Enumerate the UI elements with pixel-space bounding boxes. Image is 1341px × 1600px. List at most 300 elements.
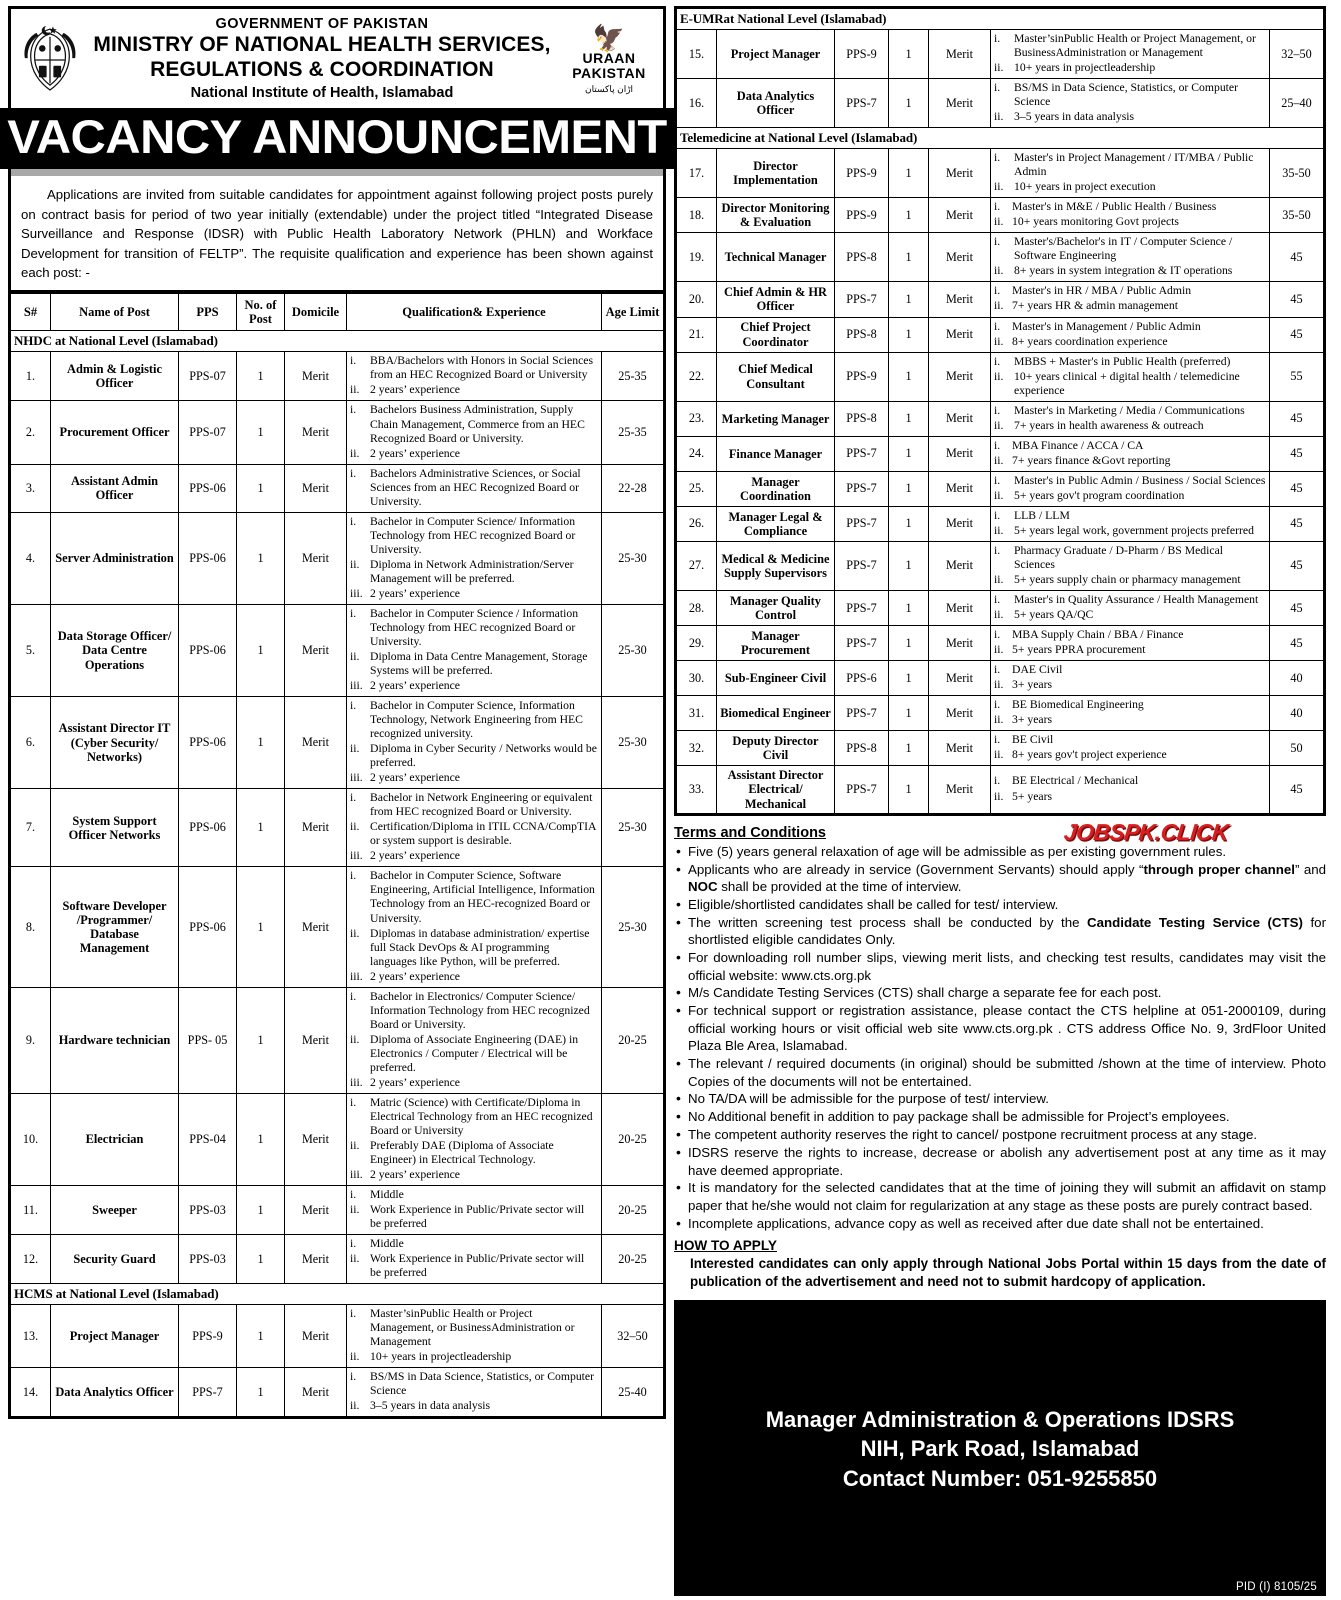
- qualification-text: Bachelor in Computer Science, Software Engineering, Artificial Intelligence, Information Technology from an HEC-recognized Board or University.: [370, 869, 595, 925]
- qualification-item: [350, 771, 598, 785]
- qualification-marker: ii.: [350, 1138, 360, 1152]
- qualification-text: 2 years’ experience: [370, 679, 460, 693]
- cell-domicile: Merit: [929, 626, 991, 661]
- qualification-marker: i.: [994, 733, 1001, 747]
- qualification-text: 8+ years in system integration & IT operations: [1014, 264, 1233, 278]
- cell-post-name: Deputy Director Civil: [717, 731, 835, 766]
- cell-post-name: Data Analytics Officer: [717, 79, 835, 128]
- table-row: [11, 1235, 664, 1284]
- cell-qualification: [991, 541, 1270, 590]
- cell-qualification: [347, 352, 602, 401]
- qualification-marker: ii.: [350, 649, 360, 663]
- cell-qualification: [991, 149, 1270, 198]
- qualification-marker: ii.: [994, 523, 1004, 537]
- qualification-marker: i.: [350, 869, 357, 883]
- cell-serial: 27.: [677, 541, 717, 590]
- table-row: [11, 867, 664, 987]
- qualification-list: [350, 515, 598, 601]
- qualification-marker: ii.: [350, 1032, 360, 1046]
- cell-post-name: Assistant Director IT (Cyber Security/ Networks): [51, 697, 179, 789]
- institute-line: National Institute of Health, Islamabad: [190, 84, 454, 101]
- qualification-text: Bachelor in Computer Science/ Information Technology from HEC recognized Board or University.: [370, 514, 576, 556]
- table-row: [11, 352, 664, 401]
- qualification-item: [994, 474, 1266, 488]
- cell-serial: 15.: [677, 30, 717, 79]
- cell-no-of-post: 1: [889, 282, 929, 317]
- qualification-text: 5+ years QA/QC: [1014, 608, 1094, 622]
- cell-qualification: [991, 282, 1270, 317]
- qualification-item: [994, 509, 1266, 523]
- group-header-row: [11, 1284, 664, 1305]
- qualification-marker: i.: [350, 699, 357, 713]
- qualification-item: [350, 607, 598, 649]
- cell-post-name: Hardware technician: [51, 987, 179, 1093]
- cell-serial: 21.: [677, 317, 717, 352]
- table-row: [677, 233, 1324, 282]
- qualification-text: 3+ years: [1012, 678, 1053, 692]
- qualification-item: [350, 383, 598, 397]
- qualification-text: Middle: [370, 1188, 404, 1202]
- qualification-item: [994, 320, 1266, 334]
- qualification-item: [350, 679, 598, 693]
- qualification-list: [994, 355, 1266, 398]
- qualification-item: [994, 151, 1266, 179]
- cell-serial: 18.: [677, 198, 717, 233]
- cell-domicile: Merit: [929, 30, 991, 79]
- table-row: [11, 789, 664, 867]
- qualification-marker: i.: [350, 354, 357, 368]
- cell-post-name: Marketing Manager: [717, 401, 835, 436]
- qualification-marker: i.: [994, 438, 1001, 452]
- qualification-text: BBA/Bachelors with Honors in Social Sciences from an HEC Recognized Board or University: [370, 354, 594, 382]
- cell-post-name: Manager Procurement: [717, 626, 835, 661]
- ministry-line-2: REGULATIONS & COORDINATION: [150, 57, 494, 81]
- cell-no-of-post: 1: [237, 464, 285, 512]
- cell-serial: 2.: [11, 401, 51, 464]
- qualification-item: [994, 81, 1266, 109]
- uraan-pakistan-logo: [563, 22, 655, 95]
- cell-qualification: [347, 697, 602, 789]
- cell-pps: PPS-7: [835, 436, 889, 471]
- qualification-item: [994, 748, 1266, 762]
- table-row: [677, 198, 1324, 233]
- qualification-marker: i.: [350, 1370, 357, 1384]
- bird-icon: 🦅: [592, 22, 626, 53]
- qualification-list: [994, 32, 1266, 75]
- group-header-row: [677, 128, 1324, 149]
- qualification-item: [350, 791, 598, 819]
- table-row: [11, 464, 664, 512]
- qualification-item: [994, 698, 1266, 712]
- cell-pps: PPS-6: [835, 661, 889, 696]
- cell-pps: PPS-7: [835, 626, 889, 661]
- uraan-urdu-label: اڑان پاکستان: [584, 83, 634, 94]
- cell-pps: PPS-04: [179, 1093, 237, 1185]
- qualification-marker: i.: [994, 628, 1001, 642]
- group-header-row: [677, 9, 1324, 30]
- cell-domicile: Merit: [929, 696, 991, 731]
- jobs-table-right: [676, 8, 1324, 814]
- cell-domicile: Merit: [929, 352, 991, 401]
- cell-no-of-post: 1: [889, 30, 929, 79]
- cell-domicile: Merit: [285, 464, 347, 512]
- table-row: [677, 30, 1324, 79]
- col-domicile: Domicile: [285, 294, 347, 331]
- cell-qualification: [991, 731, 1270, 766]
- cell-serial: 25.: [677, 471, 717, 506]
- terms-item: • The written screening test process shall be conducted by the Candidate Testing Service (CTS) for shortlisted eligible candidates Only.: [674, 914, 1326, 949]
- qualification-text: Master’sinPublic Health or Project Management, or BusinessAdministration or Management: [370, 1307, 575, 1349]
- qualification-text: 5+ years: [1012, 789, 1053, 803]
- qualification-item: [994, 573, 1266, 587]
- qualification-marker: ii.: [994, 789, 1004, 803]
- cell-serial: 16.: [677, 79, 717, 128]
- qualification-item: [994, 264, 1266, 278]
- cell-age-limit: 25-40: [602, 1368, 664, 1417]
- terms-item: • It is mandatory for the selected candidates that at the time of joining they will submit an affidavit on stamp paper that he/she would not claim for regularization at any stage as these posts are purely contract based.: [674, 1179, 1326, 1214]
- qualification-text: Bachelor in Computer Science, Information Technology, Network Engineering from HEC recognized university.: [370, 699, 583, 741]
- left-column: [8, 6, 666, 1596]
- cell-domicile: Merit: [285, 1368, 347, 1417]
- qualification-marker: i.: [994, 200, 1001, 214]
- qualification-marker: ii.: [994, 61, 1004, 75]
- cell-serial: 4.: [11, 512, 51, 604]
- qualification-text: 5+ years legal work, government projects preferred: [1014, 523, 1254, 537]
- jobs-table-header: [11, 294, 664, 331]
- qualification-text: BE Electrical / Mechanical: [1012, 774, 1139, 788]
- qualification-item: [994, 200, 1266, 214]
- cell-domicile: Merit: [285, 604, 347, 696]
- group-header-label: HCMS at National Level (Islamabad): [11, 1284, 664, 1305]
- cell-post-name: Technical Manager: [717, 233, 835, 282]
- qualification-item: [350, 1307, 598, 1349]
- cell-qualification: [991, 401, 1270, 436]
- qualification-text: 8+ years gov't project experience: [1012, 748, 1167, 762]
- how-to-apply-title: HOW TO APPLY: [674, 1238, 777, 1254]
- cell-age-limit: 45: [1269, 436, 1323, 471]
- cell-domicile: Merit: [929, 79, 991, 128]
- cell-pps: PPS-7: [835, 591, 889, 626]
- cell-serial: 9.: [11, 987, 51, 1093]
- qualification-marker: i.: [350, 514, 357, 528]
- cell-age-limit: 20-25: [602, 1186, 664, 1235]
- cell-qualification: [991, 506, 1270, 541]
- cell-post-name: Biomedical Engineer: [717, 696, 835, 731]
- cell-domicile: Merit: [929, 198, 991, 233]
- qualification-item: [994, 774, 1266, 788]
- cell-serial: 33.: [677, 766, 717, 813]
- qualification-text: 2 years’ experience: [370, 849, 460, 863]
- uraan-label-2: PAKISTAN: [572, 65, 646, 82]
- qualification-text: Bachelors Business Administration, Supply Chain Management, Commerce from an HEC Recognized Board or University.: [370, 403, 585, 445]
- col-no-of-post: No. of Post: [237, 294, 285, 331]
- qualification-item: [350, 1370, 598, 1398]
- qualification-list: [994, 733, 1266, 762]
- terms-item: • Incomplete applications, advance copy as well as received after due date shall not be entertained.: [674, 1215, 1326, 1232]
- qualification-item: [350, 1237, 598, 1251]
- cell-pps: PPS-8: [835, 401, 889, 436]
- qualification-text: Master's in Marketing / Media / Communications: [1014, 403, 1245, 417]
- qualification-list: [350, 467, 598, 509]
- cell-no-of-post: 1: [237, 867, 285, 987]
- cell-domicile: Merit: [929, 591, 991, 626]
- cell-qualification: [991, 626, 1270, 661]
- qualification-list: [994, 81, 1266, 124]
- qualification-list: [994, 774, 1266, 803]
- qualification-item: [350, 403, 598, 445]
- cell-no-of-post: 1: [237, 401, 285, 464]
- cell-no-of-post: 1: [237, 1186, 285, 1235]
- vacancy-banner-wrap: [8, 108, 666, 169]
- cell-no-of-post: 1: [889, 436, 929, 471]
- cell-no-of-post: 1: [889, 352, 929, 401]
- table-row: [677, 282, 1324, 317]
- cell-pps: PPS-06: [179, 604, 237, 696]
- cell-age-limit: 20-25: [602, 1093, 664, 1185]
- qualification-text: Diploma in Network Administration/Server Management will be preferred.: [370, 557, 574, 585]
- qualification-item: [350, 1399, 598, 1413]
- cell-age-limit: 25-35: [602, 352, 664, 401]
- qualification-item: [994, 524, 1266, 538]
- cell-qualification: [347, 512, 602, 604]
- qualification-text: 8+ years coordination experience: [1012, 334, 1168, 348]
- cell-domicile: Merit: [285, 1305, 347, 1368]
- cell-post-name: Manager Quality Control: [717, 591, 835, 626]
- cell-domicile: Merit: [929, 661, 991, 696]
- cell-pps: PPS-06: [179, 512, 237, 604]
- cell-pps: PPS-7: [835, 471, 889, 506]
- qualification-text: 5+ years gov't program coordination: [1014, 488, 1185, 502]
- qualification-item: [994, 713, 1266, 727]
- cell-serial: 23.: [677, 401, 717, 436]
- qualification-marker: i.: [350, 606, 357, 620]
- cell-qualification: [347, 987, 602, 1093]
- cell-pps: PPS-06: [179, 867, 237, 987]
- cell-no-of-post: 1: [889, 233, 929, 282]
- qualification-item: [994, 643, 1266, 657]
- qualification-list: [994, 628, 1266, 657]
- cell-age-limit: 22-28: [602, 464, 664, 512]
- cell-age-limit: 45: [1269, 401, 1323, 436]
- qualification-marker: ii.: [350, 1252, 360, 1266]
- qualification-marker: ii.: [994, 334, 1004, 348]
- qualification-item: [994, 593, 1266, 607]
- cell-age-limit: 45: [1269, 541, 1323, 590]
- cell-qualification: [991, 352, 1270, 401]
- qualification-item: [994, 110, 1266, 124]
- table-row: [11, 1186, 664, 1235]
- cell-domicile: Merit: [929, 506, 991, 541]
- cell-no-of-post: 1: [889, 149, 929, 198]
- jobspk-watermark: JOBSPK.CLICK: [1062, 818, 1230, 845]
- col-age-limit: Age Limit: [602, 294, 664, 331]
- qualification-marker: i.: [350, 791, 357, 805]
- cell-post-name: Manager Coordination: [717, 471, 835, 506]
- table-row: [677, 661, 1324, 696]
- qualification-text: Diploma in Cyber Security / Networks would be preferred.: [370, 742, 597, 770]
- cell-no-of-post: 1: [237, 352, 285, 401]
- qualification-text: 10+ years in projectleadership: [370, 1350, 512, 1364]
- qualification-item: [994, 404, 1266, 418]
- cell-qualification: [991, 471, 1270, 506]
- qualification-item: [350, 467, 598, 509]
- qualification-marker: i.: [350, 989, 357, 1003]
- cell-post-name: Procurement Officer: [51, 401, 179, 464]
- qualification-item: [350, 650, 598, 678]
- qualification-item: [350, 1203, 598, 1231]
- cell-qualification: [991, 766, 1270, 813]
- cell-age-limit: 25-30: [602, 604, 664, 696]
- cell-age-limit: 45: [1269, 233, 1323, 282]
- qualification-text: BE Civil: [1012, 733, 1054, 747]
- cell-domicile: Merit: [285, 789, 347, 867]
- qualification-list: [350, 1307, 598, 1364]
- cell-qualification: [991, 696, 1270, 731]
- cell-pps: PPS-06: [179, 697, 237, 789]
- terms-and-conditions-section: [674, 818, 1327, 1291]
- cell-age-limit: 45: [1269, 471, 1323, 506]
- qualification-item: [350, 927, 598, 969]
- cell-post-name: Software Developer /Programmer/ Database Management: [51, 867, 179, 987]
- qualification-list: [350, 990, 598, 1090]
- cell-serial: 32.: [677, 731, 717, 766]
- qualification-marker: ii.: [350, 1203, 360, 1217]
- cell-qualification: [347, 1235, 602, 1284]
- cell-serial: 28.: [677, 591, 717, 626]
- cell-serial: 26.: [677, 506, 717, 541]
- cell-no-of-post: 1: [889, 471, 929, 506]
- cell-age-limit: 25-30: [602, 512, 664, 604]
- qualification-marker: ii.: [994, 264, 1004, 278]
- qualification-marker: ii.: [350, 383, 360, 397]
- qualification-marker: ii.: [994, 418, 1004, 432]
- qualification-text: 2 years’ experience: [370, 446, 460, 460]
- terms-item: • Applicants who are already in service (Government Servants) should apply “through proper channel” and NOC shall be provided at the time of interview.: [674, 861, 1326, 896]
- table-row: [677, 696, 1324, 731]
- table-row: [677, 352, 1324, 401]
- cell-post-name: Server Administration: [51, 512, 179, 604]
- cell-qualification: [347, 401, 602, 464]
- qualification-marker: i.: [350, 1188, 357, 1202]
- qualification-item: [994, 180, 1266, 194]
- qualification-item: [350, 1350, 598, 1364]
- terms-item: • Eligible/shortlisted candidates shall be called for test/ interview.: [674, 896, 1326, 913]
- cell-no-of-post: 1: [237, 512, 285, 604]
- table-row: [11, 604, 664, 696]
- qualification-marker: i.: [994, 32, 1001, 45]
- table-row: [11, 1093, 664, 1185]
- cell-post-name: Data Analytics Officer: [51, 1368, 179, 1417]
- cell-qualification: [347, 1186, 602, 1235]
- cell-domicile: Merit: [285, 1093, 347, 1185]
- cell-pps: PPS-07: [179, 352, 237, 401]
- table-row: [677, 149, 1324, 198]
- terms-item: • For downloading roll number slips, viewing merit lists, and checking test results, candidates may visit the official website: www.cts.org.pk: [674, 949, 1326, 984]
- qualification-text: 2 years’ experience: [370, 383, 460, 397]
- cell-domicile: Merit: [285, 1235, 347, 1284]
- footer-line-2: NIH, Park Road, Islamabad: [860, 1436, 1140, 1462]
- cell-qualification: [347, 1305, 602, 1368]
- qualification-item: [994, 32, 1266, 60]
- jobs-table-left-body: [11, 331, 664, 1417]
- table-row: [677, 317, 1324, 352]
- qualification-list: [994, 474, 1266, 503]
- qualification-text: 5+ years PPRA procurement: [1012, 643, 1146, 657]
- cell-serial: 14.: [11, 1368, 51, 1417]
- qualification-text: 3+ years: [1012, 713, 1053, 727]
- qualification-marker: iii.: [350, 969, 363, 983]
- table-row: [677, 626, 1324, 661]
- qualification-item: [350, 1252, 598, 1280]
- qualification-text: 7+ years HR & admin management: [1012, 299, 1178, 313]
- cell-domicile: Merit: [285, 512, 347, 604]
- jobs-table-right-body: [677, 9, 1324, 814]
- qualification-list: [994, 200, 1266, 229]
- col-post-name: Name of Post: [51, 294, 179, 331]
- masthead-text: [81, 15, 563, 104]
- banner-separator: [8, 169, 666, 176]
- qualification-list: [350, 1188, 598, 1231]
- qualification-marker: i.: [994, 403, 1001, 417]
- cell-no-of-post: 1: [889, 661, 929, 696]
- cell-serial: 22.: [677, 352, 717, 401]
- qualification-marker: i.: [994, 319, 1001, 333]
- cell-serial: 30.: [677, 661, 717, 696]
- group-header-label: Telemedicine at National Level (Islamabad): [677, 128, 1324, 149]
- cell-pps: PPS-7: [835, 696, 889, 731]
- qualification-item: [350, 1033, 598, 1075]
- terms-list: [674, 843, 1326, 1232]
- table-row: [677, 471, 1324, 506]
- cell-age-limit: 45: [1269, 766, 1323, 813]
- cell-qualification: [347, 604, 602, 696]
- qualification-text: 2 years’ experience: [370, 1168, 460, 1182]
- qualification-item: [994, 370, 1266, 398]
- table-row: [11, 401, 664, 464]
- cell-pps: PPS- 05: [179, 987, 237, 1093]
- qualification-marker: iii.: [350, 1075, 363, 1089]
- cell-pps: PPS-7: [835, 79, 889, 128]
- qualification-marker: iii.: [350, 1168, 363, 1182]
- table-row: [677, 541, 1324, 590]
- qualification-item: [994, 489, 1266, 503]
- qualification-marker: ii.: [994, 180, 1004, 194]
- qualification-item: [994, 628, 1266, 642]
- col-pps: PPS: [179, 294, 237, 331]
- qualification-marker: ii.: [350, 742, 360, 756]
- qualification-marker: ii.: [350, 446, 360, 460]
- qualification-item: [350, 849, 598, 863]
- cell-domicile: Merit: [929, 233, 991, 282]
- qualification-text: DAE Civil: [1012, 663, 1063, 677]
- qualification-marker: i.: [994, 543, 1001, 557]
- qualification-text: Master's in Project Management / IT/MBA / Public Admin: [1014, 151, 1254, 179]
- qualification-list: [994, 544, 1266, 587]
- qualification-item: [994, 733, 1266, 747]
- cell-post-name: Assistant Admin Officer: [51, 464, 179, 512]
- group-header-label: NHDC at National Level (Islamabad): [11, 331, 664, 352]
- terms-item: • For technical support or registration assistance, please contact the CTS helpline at 051-2000109, during official working hours or visit official web site www.cts.org.pk . CTS address Office No. 9, 3rdFloor United Plaza Ble Area, Islamabad.: [674, 1002, 1326, 1054]
- qualification-list: [994, 439, 1266, 468]
- qualification-text: Bachelor in Electronics/ Computer Science/ Information Technology from HEC recognized Board or University.: [370, 989, 590, 1031]
- qualification-list: [994, 663, 1266, 692]
- qualification-text: Bachelor in Computer Science / Information Technology from HEC recognized Board or University.: [370, 606, 579, 648]
- cell-no-of-post: 1: [889, 401, 929, 436]
- qualification-marker: i.: [350, 1307, 357, 1321]
- table-row: [11, 1305, 664, 1368]
- qualification-text: 3–5 years in data analysis: [1014, 110, 1135, 124]
- qualification-text: Master's in Management / Public Admin: [1012, 319, 1201, 333]
